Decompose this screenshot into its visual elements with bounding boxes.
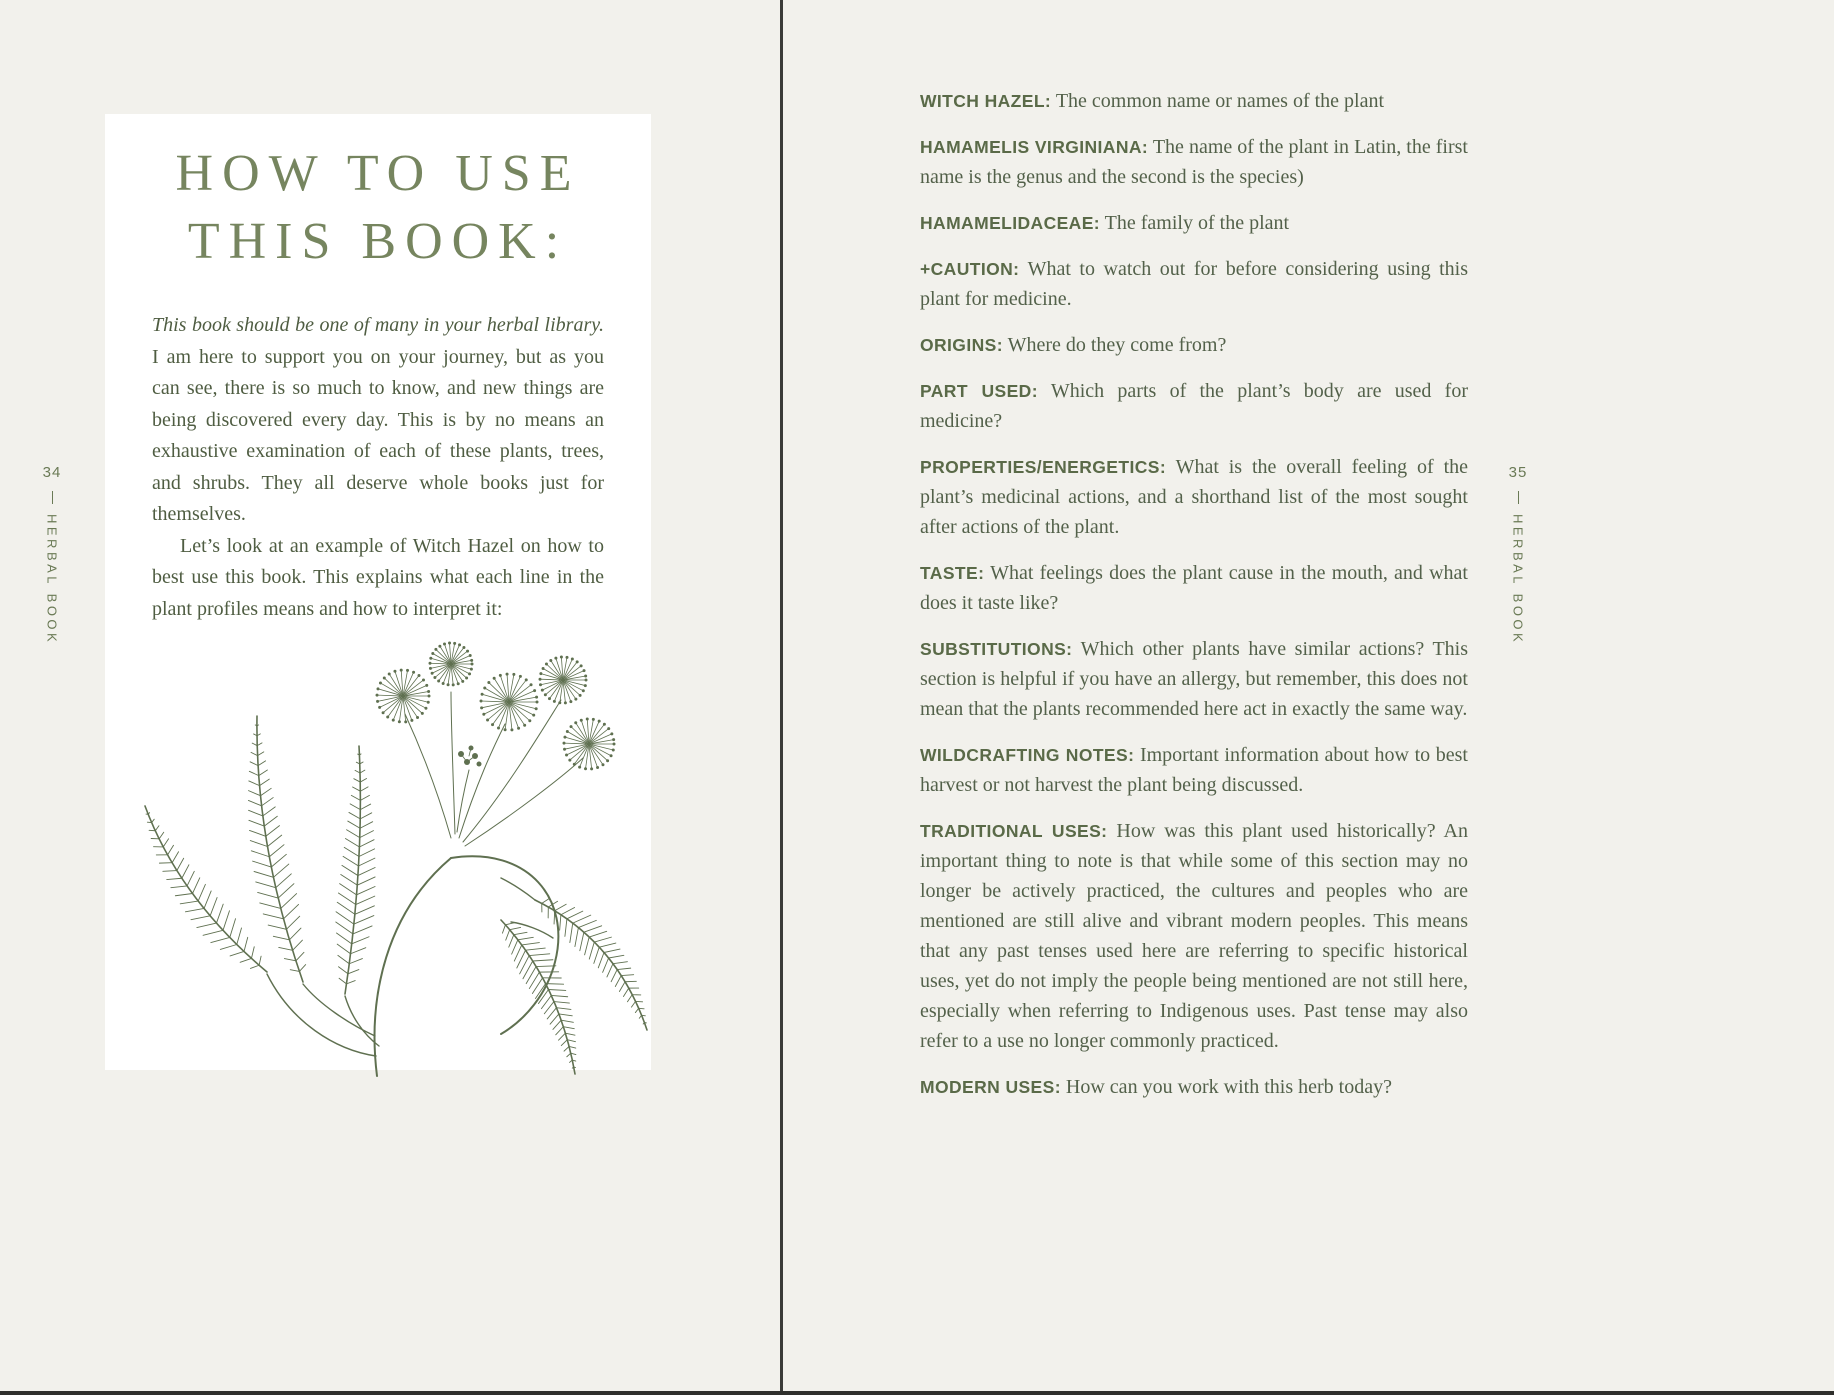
entry-properties-energetics bbox=[920, 452, 1468, 542]
witch-hazel-illustration bbox=[105, 600, 651, 1078]
title-line-2: THIS BOOK: bbox=[187, 213, 569, 270]
entry-text: Where do they come from? bbox=[1007, 334, 1227, 356]
entry-caution bbox=[920, 254, 1468, 314]
left-spine-label bbox=[22, 464, 82, 645]
entry-text: The common name or names of the plant bbox=[1055, 90, 1385, 112]
spine-divider-bar bbox=[52, 491, 53, 504]
entry-text: How can you work with this herb today? bbox=[1065, 1076, 1392, 1098]
right-page-number: 35 bbox=[1508, 464, 1528, 481]
entry-substitutions bbox=[920, 634, 1468, 724]
entry-hamamelis-virginiana bbox=[920, 132, 1468, 192]
entry-text: What feelings does the plant cause in the mouth, and what does it taste like? bbox=[920, 562, 1468, 614]
left-page-card bbox=[105, 114, 651, 1070]
entry-label: HAMAMELIDACEAE: bbox=[920, 213, 1101, 233]
entry-label: +CAUTION: bbox=[920, 259, 1020, 279]
entry-label: MODERN USES: bbox=[920, 1077, 1061, 1097]
page-gutter-line bbox=[780, 0, 783, 1395]
page-title bbox=[105, 114, 651, 276]
entry-text: How was this plant used historically? An important thing to note is that while some of this section may no longer be actively practiced, the cultures and peoples who are mentioned are still alive and vibrant modern peoples. This means that any past tenses used here are referring to specific historical uses, yet do not imply the people being mentioned are not still here, especially when referring to Indigenous uses. Past tense may also refer to a use no longer commonly practiced. bbox=[920, 820, 1468, 1052]
entry-label: SUBSTITUTIONS: bbox=[920, 639, 1073, 659]
entry-label: WITCH HAZEL: bbox=[920, 91, 1052, 111]
entry-text: Important information about how to best harvest or not harvest the plant being discussed. bbox=[920, 744, 1468, 796]
entry-text: Which parts of the plant’s body are used for medicine? bbox=[920, 380, 1468, 432]
title-line-1: HOW TO USE bbox=[175, 145, 581, 202]
bottom-edge-line bbox=[0, 1391, 1834, 1395]
entry-text: What to watch out for before considering using this plant for medicine. bbox=[920, 258, 1469, 310]
entry-wildcrafting-notes bbox=[920, 740, 1468, 800]
left-spine-title: HERBAL BOOK bbox=[44, 514, 60, 646]
intro-paragraph bbox=[152, 310, 604, 531]
entry-label: PROPERTIES/ENERGETICS: bbox=[920, 457, 1167, 477]
entry-text: What is the overall feeling of the plant’s medicinal actions, and a shorthand list of the most sought after actions of the plant. bbox=[920, 456, 1469, 538]
entry-label: WILDCRAFTING NOTES: bbox=[920, 745, 1135, 765]
entry-text: Which other plants have similar actions? This section is helpful if you have an allergy, but remember, this does not mean that the plants recommended here act in exactly the same way. bbox=[920, 638, 1469, 720]
entry-taste bbox=[920, 558, 1468, 618]
entry-text: The name of the plant in Latin, the first name is the genus and the second is the species) bbox=[920, 136, 1468, 188]
entry-witch-hazel bbox=[920, 86, 1468, 116]
entry-hamamelidaceae bbox=[920, 208, 1468, 238]
intro-paragraph-2: Let’s look at an example of Witch Hazel on how to best use this book. This explains what each line in the plant profiles means and how to interpret it: bbox=[152, 534, 604, 620]
spine-divider-bar bbox=[1518, 491, 1519, 504]
right-spine-title: HERBAL BOOK bbox=[1510, 514, 1526, 646]
entry-traditional-uses bbox=[920, 816, 1468, 1056]
entry-label: PART USED: bbox=[920, 381, 1038, 401]
entry-modern-uses bbox=[920, 1072, 1468, 1102]
entry-label: HAMAMELIS VIRGINIANA: bbox=[920, 137, 1149, 157]
left-page-number: 34 bbox=[42, 464, 62, 481]
entry-text: The family of the plant bbox=[1104, 212, 1290, 234]
entry-label: TASTE: bbox=[920, 563, 985, 583]
entry-part-used bbox=[920, 376, 1468, 436]
right-spine-label bbox=[1488, 464, 1548, 645]
entry-origins bbox=[920, 330, 1468, 360]
intro-rest: I am here to support you on your journey, but as you can see, there is so much to know, and new things are being discovered every day. This is by no means an exhaustive examination of each of these plants, trees, and shrubs. They all deserve whole books just for themselves. bbox=[152, 345, 604, 525]
entry-label: TRADITIONAL USES: bbox=[920, 821, 1108, 841]
intro-lead-sentence: This book should be one of many in your herbal library. bbox=[152, 314, 604, 336]
entry-label: ORIGINS: bbox=[920, 335, 1003, 355]
glossary-entries bbox=[920, 86, 1468, 1118]
